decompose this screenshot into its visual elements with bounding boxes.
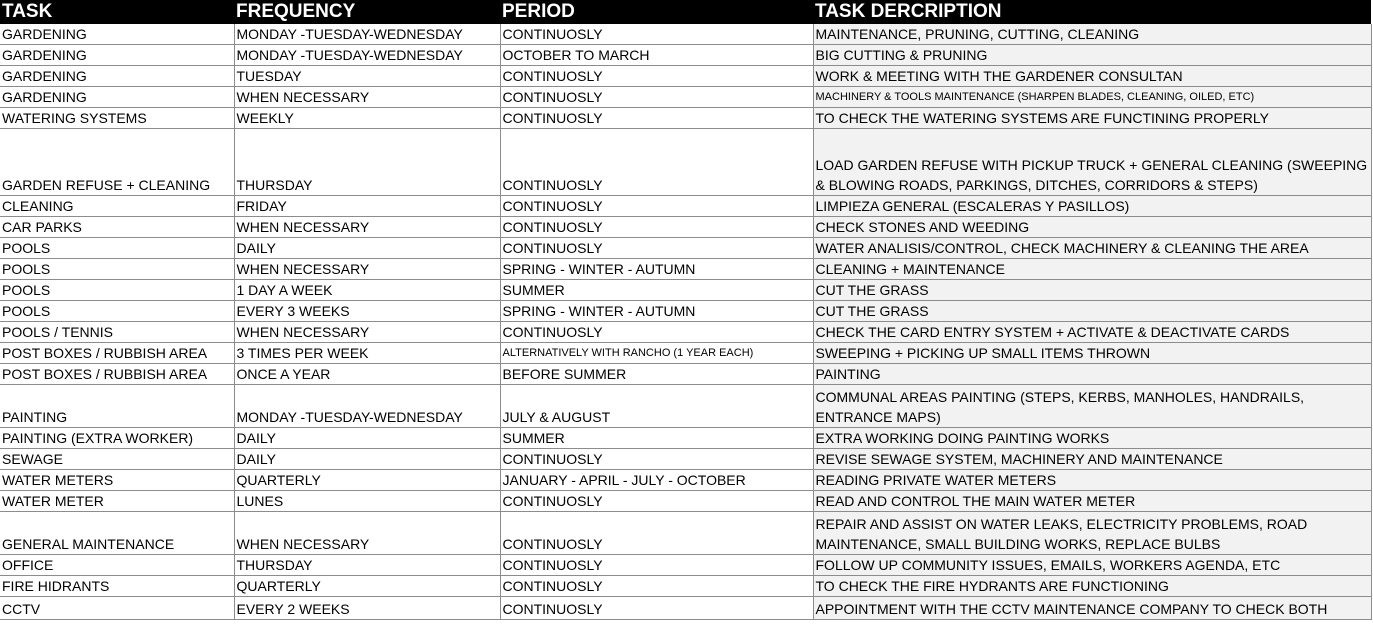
cell-frequency[interactable]: DAILY [234, 449, 500, 470]
cell-task[interactable]: WATERING SYSTEMS [0, 108, 234, 129]
cell-description[interactable]: SWEEPING + PICKING UP SMALL ITEMS THROWN [813, 343, 1371, 364]
cell-description[interactable]: MACHINERY & TOOLS MAINTENANCE (SHARPEN BLADES, CLEANING, OILED, ETC) [813, 87, 1371, 108]
table-row [0, 280, 1371, 301]
cell-description[interactable]: TO CHECK THE FIRE HYDRANTS ARE FUNCTIONING [813, 576, 1371, 597]
table-row [0, 555, 1371, 576]
table-row [0, 259, 1371, 280]
cell-description[interactable]: CHECK STONES AND WEEDING [813, 217, 1371, 238]
table-row [0, 428, 1371, 449]
cell-frequency[interactable]: THURSDAY [234, 129, 500, 196]
cell-period[interactable]: CONTINUOSLY [500, 512, 813, 555]
table-row [0, 322, 1371, 343]
table-row [0, 491, 1371, 512]
cell-frequency[interactable]: WHEN NECESSARY [234, 512, 500, 555]
table-row [0, 364, 1371, 385]
cell-task[interactable]: SEWAGE [0, 449, 234, 470]
cell-task[interactable]: PAINTING [0, 385, 234, 428]
table-row [0, 45, 1371, 66]
cell-description[interactable]: CUT THE GRASS [813, 301, 1371, 322]
header-row [0, 0, 1371, 24]
cell-task[interactable]: CLEANING [0, 196, 234, 217]
cell-frequency[interactable]: QUARTERLY [234, 470, 500, 491]
table-row [0, 449, 1371, 470]
cell-frequency[interactable]: MONDAY -TUESDAY-WEDNESDAY [234, 45, 500, 66]
table-row [0, 217, 1371, 238]
table-row [0, 385, 1371, 428]
cell-task[interactable]: GENERAL MAINTENANCE [0, 512, 234, 555]
cell-task[interactable]: OFFICE [0, 555, 234, 576]
cell-period[interactable]: JANUARY - APRIL - JULY - OCTOBER [500, 470, 813, 491]
cell-description[interactable]: LIMPIEZA GENERAL (ESCALERAS Y PASILLOS) [813, 196, 1371, 217]
cell-task[interactable]: GARDENING [0, 45, 234, 66]
cell-task[interactable]: GARDENING [0, 24, 234, 45]
cell-frequency[interactable]: WHEN NECESSARY [234, 322, 500, 343]
cell-task[interactable]: POST BOXES / RUBBISH AREA [0, 364, 234, 385]
cell-period[interactable]: CONTINUOSLY [500, 597, 813, 620]
table-row [0, 87, 1371, 108]
table-row [0, 301, 1371, 322]
cell-frequency[interactable]: THURSDAY [234, 555, 500, 576]
cell-description[interactable]: REVISE SEWAGE SYSTEM, MACHINERY AND MAINTENANCE [813, 449, 1371, 470]
cell-description[interactable]: EXTRA WORKING DOING PAINTING WORKS [813, 428, 1371, 449]
cell-period[interactable]: CONTINUOSLY [500, 555, 813, 576]
cell-period[interactable]: CONTINUOSLY [500, 322, 813, 343]
cell-frequency[interactable]: DAILY [234, 238, 500, 259]
cell-description[interactable]: PAINTING [813, 364, 1371, 385]
cell-task[interactable]: GARDENING [0, 66, 234, 87]
cell-frequency[interactable]: WHEN NECESSARY [234, 87, 500, 108]
cell-description[interactable]: READ AND CONTROL THE MAIN WATER METER [813, 491, 1371, 512]
cell-frequency[interactable]: 1 DAY A WEEK [234, 280, 500, 301]
cell-period[interactable]: SUMMER [500, 428, 813, 449]
cell-task[interactable]: CAR PARKS [0, 217, 234, 238]
cell-task[interactable]: CCTV [0, 597, 234, 620]
cell-description[interactable]: WORK & MEETING WITH THE GARDENER CONSULTAN [813, 66, 1371, 87]
cell-task[interactable]: WATER METER [0, 491, 234, 512]
column-header-description[interactable]: TASK DERCRIPTION [813, 0, 1371, 24]
cell-frequency[interactable]: MONDAY -TUESDAY-WEDNESDAY [234, 24, 500, 45]
cell-period[interactable]: CONTINUOSLY [500, 238, 813, 259]
table-row [0, 238, 1371, 259]
cell-frequency[interactable]: WHEN NECESSARY [234, 259, 500, 280]
table-row [0, 343, 1371, 364]
table-row [0, 196, 1371, 217]
cell-frequency[interactable]: EVERY 2 WEEKS [234, 597, 500, 620]
cell-frequency[interactable]: TUESDAY [234, 66, 500, 87]
cell-period[interactable]: CONTINUOSLY [500, 576, 813, 597]
cell-period[interactable]: SPRING - WINTER - AUTUMN [500, 259, 813, 280]
cell-frequency[interactable]: WEEKLY [234, 108, 500, 129]
cell-description[interactable]: APPOINTMENT WITH THE CCTV MAINTENANCE COMPANY TO CHECK BOTH [813, 597, 1371, 620]
cell-task[interactable]: GARDEN REFUSE + CLEANING [0, 129, 234, 196]
cell-period[interactable]: ALTERNATIVELY WITH RANCHO (1 YEAR EACH) [500, 343, 813, 364]
cell-period[interactable]: CONTINUOSLY [500, 449, 813, 470]
cell-description[interactable]: WATER ANALISIS/CONTROL, CHECK MACHINERY & CLEANING THE AREA [813, 238, 1371, 259]
cell-description[interactable]: MAINTENANCE, PRUNING, CUTTING, CLEANING [813, 24, 1371, 45]
cell-description[interactable]: CHECK THE CARD ENTRY SYSTEM + ACTIVATE & DEACTIVATE CARDS [813, 322, 1371, 343]
cell-frequency[interactable]: ONCE A YEAR [234, 364, 500, 385]
cell-task[interactable]: FIRE HIDRANTS [0, 576, 234, 597]
cell-frequency[interactable]: 3 TIMES PER WEEK [234, 343, 500, 364]
cell-period[interactable]: CONTINUOSLY [500, 108, 813, 129]
cell-frequency[interactable]: WHEN NECESSARY [234, 217, 500, 238]
table-row [0, 512, 1371, 555]
cell-period[interactable]: CONTINUOSLY [500, 24, 813, 45]
table-row [0, 576, 1371, 597]
column-header-period[interactable]: PERIOD [500, 0, 813, 24]
cell-description[interactable]: READING PRIVATE WATER METERS [813, 470, 1371, 491]
table-row [0, 470, 1371, 491]
cell-description[interactable]: CLEANING + MAINTENANCE [813, 259, 1371, 280]
table-row [0, 24, 1371, 45]
cell-task[interactable]: POOLS [0, 280, 234, 301]
cell-frequency[interactable]: DAILY [234, 428, 500, 449]
cell-period[interactable]: CONTINUOSLY [500, 196, 813, 217]
cell-description[interactable]: CUT THE GRASS [813, 280, 1371, 301]
cell-description[interactable]: TO CHECK THE WATERING SYSTEMS ARE FUNCTINING PROPERLY [813, 108, 1371, 129]
cell-period[interactable]: CONTINUOSLY [500, 66, 813, 87]
cell-frequency[interactable]: EVERY 3 WEEKS [234, 301, 500, 322]
cell-period[interactable]: CONTINUOSLY [500, 129, 813, 196]
cell-period[interactable]: OCTOBER TO MARCH [500, 45, 813, 66]
cell-task[interactable]: GARDENING [0, 87, 234, 108]
cell-task[interactable]: POOLS / TENNIS [0, 322, 234, 343]
cell-period[interactable]: JULY & AUGUST [500, 385, 813, 428]
column-header-task[interactable]: TASK [0, 0, 234, 24]
table-row [0, 129, 1371, 196]
cell-period[interactable]: SUMMER [500, 280, 813, 301]
cell-task[interactable]: PAINTING (EXTRA WORKER) [0, 428, 234, 449]
cell-task[interactable]: POOLS [0, 238, 234, 259]
cell-frequency[interactable]: MONDAY -TUESDAY-WEDNESDAY [234, 385, 500, 428]
cell-frequency[interactable]: FRIDAY [234, 196, 500, 217]
cell-period[interactable]: CONTINUOSLY [500, 217, 813, 238]
cell-frequency[interactable]: QUARTERLY [234, 576, 500, 597]
table-row [0, 108, 1371, 129]
cell-description[interactable]: BIG CUTTING & PRUNING [813, 45, 1371, 66]
cell-description[interactable]: LOAD GARDEN REFUSE WITH PICKUP TRUCK + GENERAL CLEANING (SWEEPING & BLOWING ROADS, PARKINGS, DITCHES, CORRIDORS & STEPS) [813, 129, 1371, 196]
table-row [0, 597, 1371, 620]
column-header-frequency[interactable]: FREQUENCY [234, 0, 500, 24]
cell-frequency[interactable]: LUNES [234, 491, 500, 512]
cell-period[interactable]: CONTINUOSLY [500, 87, 813, 108]
cell-task[interactable]: POOLS [0, 259, 234, 280]
cell-period[interactable]: SPRING - WINTER - AUTUMN [500, 301, 813, 322]
cell-description[interactable]: COMMUNAL AREAS PAINTING (STEPS, KERBS, MANHOLES, HANDRAILS, ENTRANCE MAPS) [813, 385, 1371, 428]
cell-description[interactable]: FOLLOW UP COMMUNITY ISSUES, EMAILS, WORKERS AGENDA, ETC [813, 555, 1371, 576]
cell-task[interactable]: POST BOXES / RUBBISH AREA [0, 343, 234, 364]
cell-description[interactable]: REPAIR AND ASSIST ON WATER LEAKS, ELECTRICITY PROBLEMS, ROAD MAINTENANCE, SMALL BUILDING WORKS, REPLACE BULBS [813, 512, 1371, 555]
table-row [0, 66, 1371, 87]
cell-task[interactable]: WATER METERS [0, 470, 234, 491]
cell-period[interactable]: BEFORE SUMMER [500, 364, 813, 385]
cell-period[interactable]: CONTINUOSLY [500, 491, 813, 512]
cell-task[interactable]: POOLS [0, 301, 234, 322]
